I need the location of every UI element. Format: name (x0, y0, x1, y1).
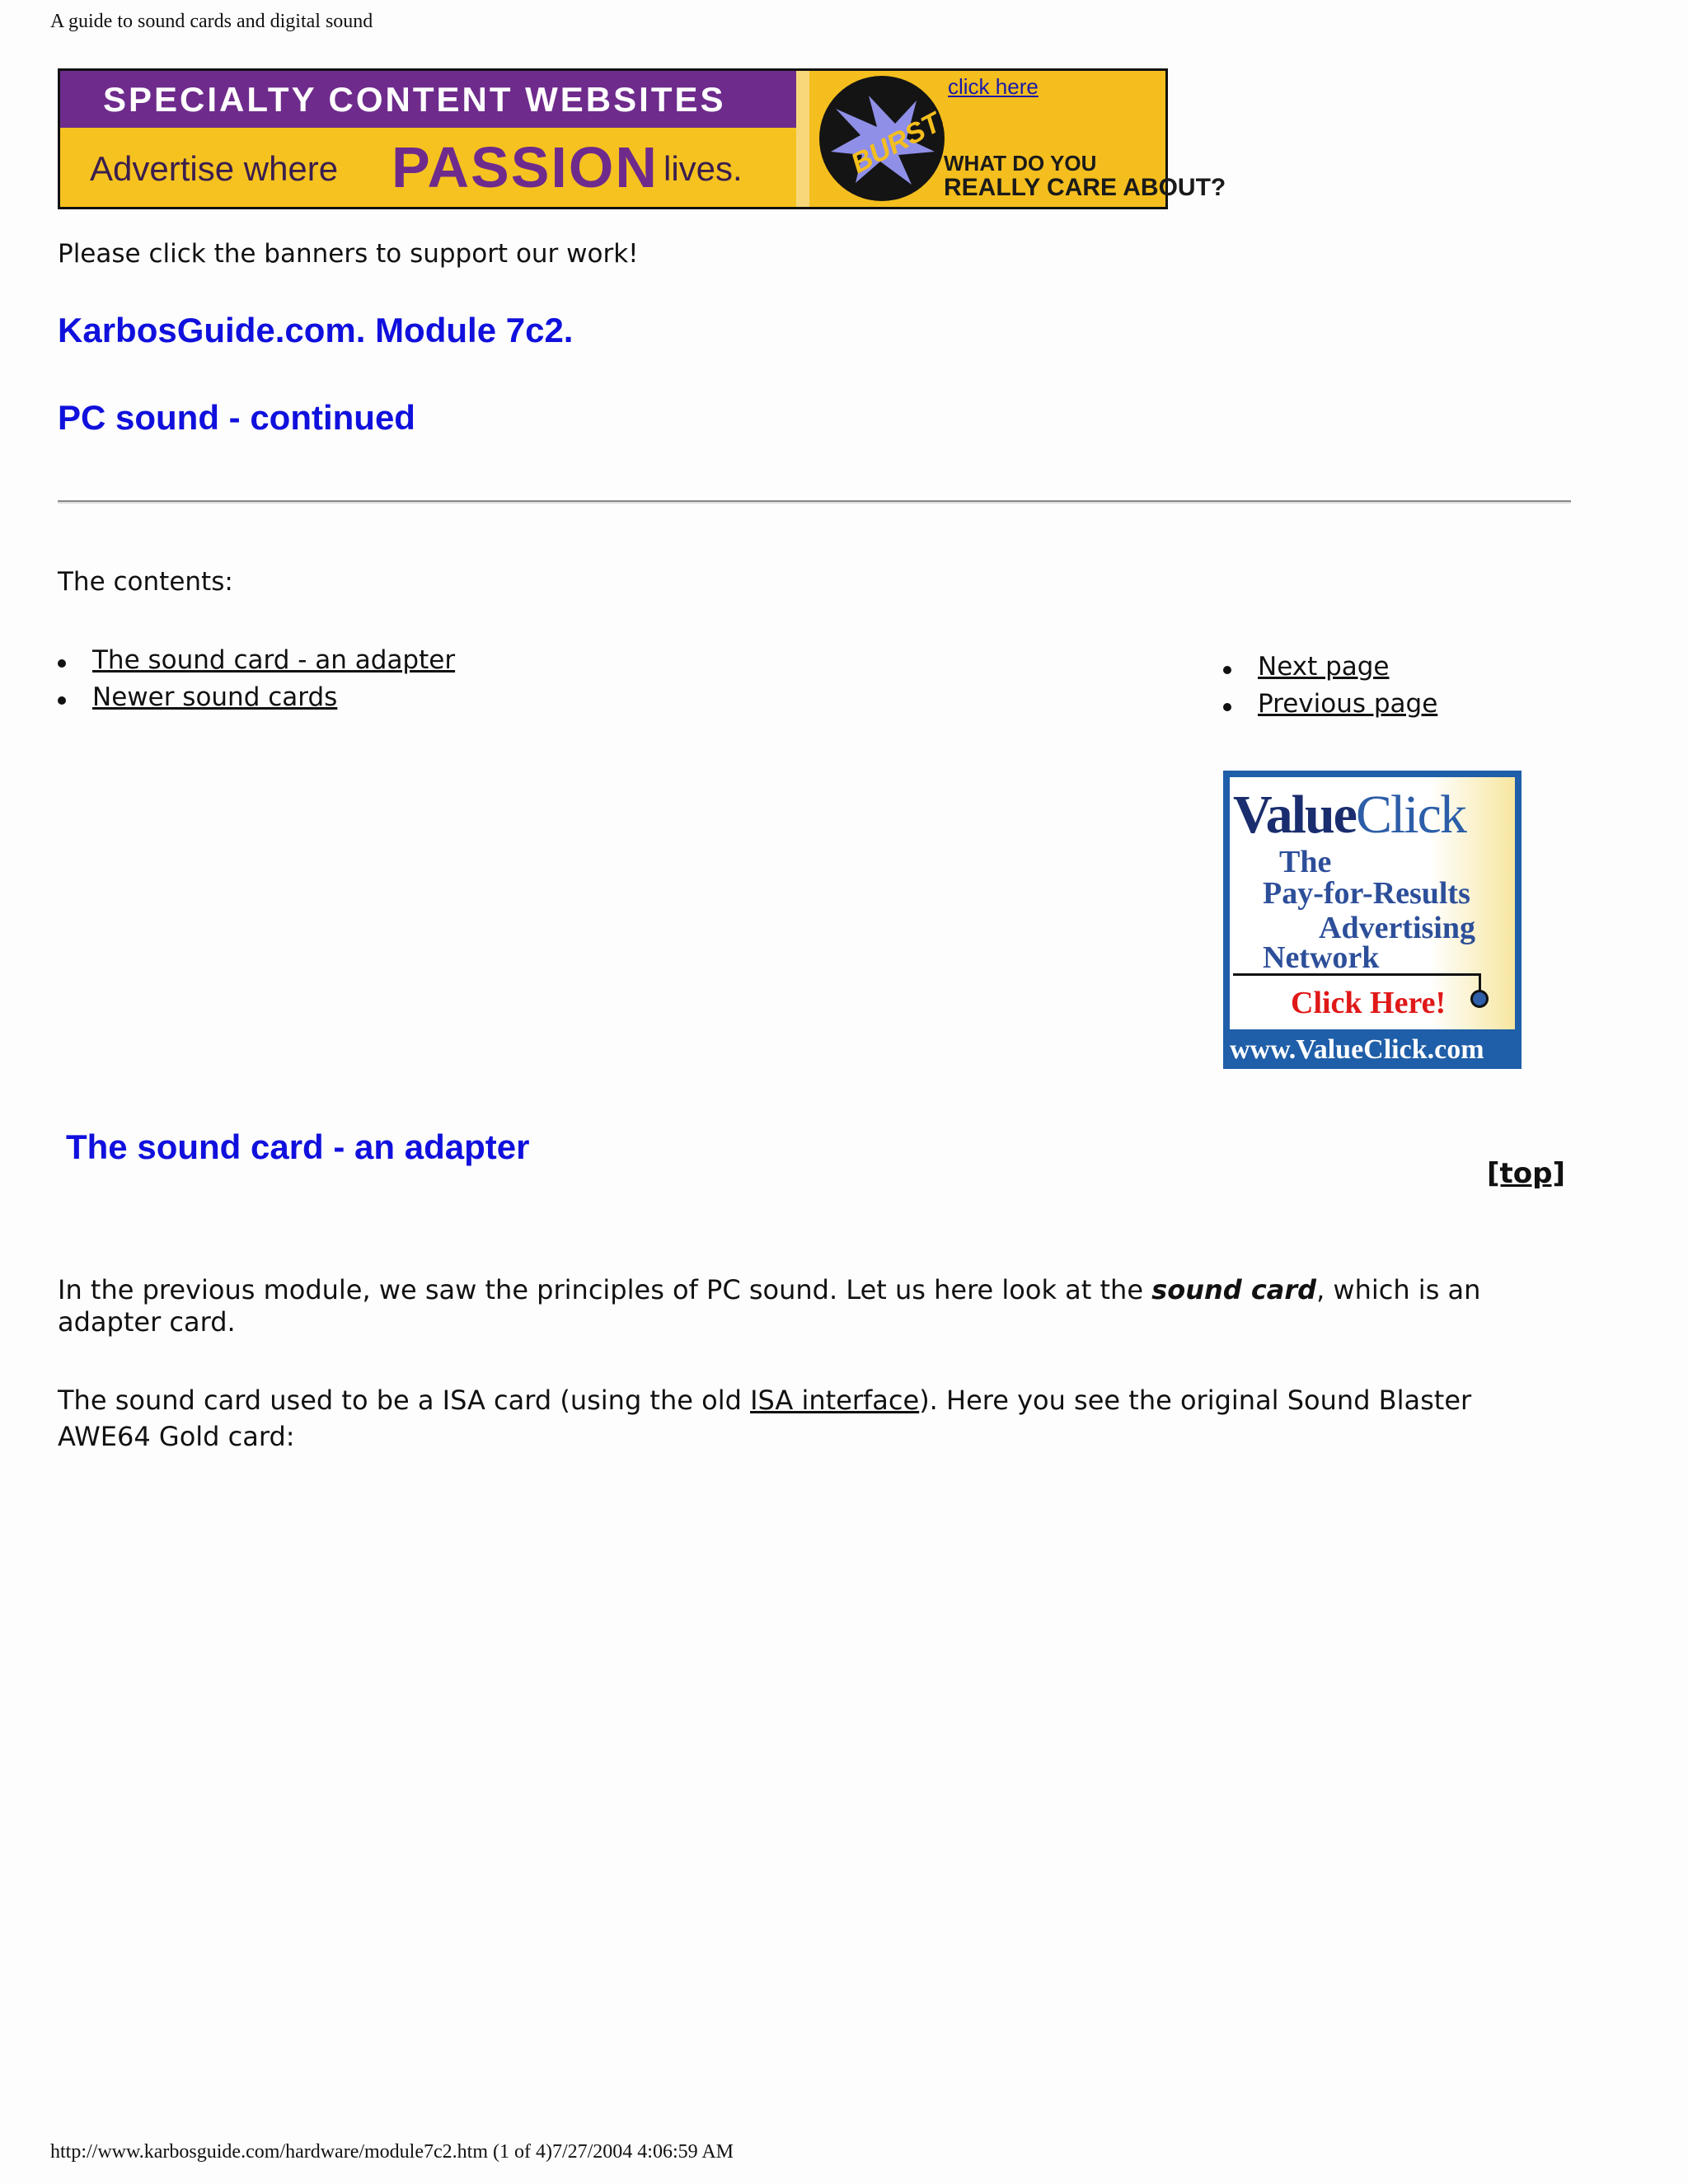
valueclick-line-1: The (1279, 845, 1332, 879)
banner-care-line-1: WHAT DO YOU (944, 151, 1097, 176)
paragraph-1-emphasis: sound card (1151, 1274, 1317, 1305)
paragraph-1-text-after: , which is an adapter card. (58, 1274, 1481, 1338)
valueclick-logo-click: Click (1355, 785, 1465, 845)
toc-link-sound-card-adapter[interactable]: The sound card - an adapter (92, 645, 456, 675)
valueclick-connector-stem (1479, 973, 1481, 991)
valueclick-logo-value: Value (1233, 785, 1356, 845)
print-header: A guide to sound cards and digital sound (50, 11, 373, 32)
specialty-content-banner[interactable] (58, 68, 1226, 209)
paragraph-2-text-after: ). Here you see the original Sound Blaster AWE64 Gold card: (58, 1385, 1472, 1452)
nav-item-previous-page (1223, 686, 1437, 723)
section-heading: The sound card - an adapter (66, 1127, 530, 1166)
module-title: KarbosGuide.com. Module 7c2. (58, 311, 574, 349)
contents-label: The contents: (58, 567, 233, 597)
banner-advertise-text: Advertise where (90, 149, 339, 188)
valueclick-panel (1230, 777, 1515, 1029)
toc-item-newer-sound-cards (58, 679, 455, 716)
banner-tagline (60, 128, 796, 207)
previous-page-link[interactable]: Previous page (1258, 689, 1438, 719)
burst-logo-icon (819, 76, 954, 201)
valueclick-logo (1233, 784, 1465, 846)
paragraph-2 (58, 1382, 1566, 1455)
nav-item-next-page (1223, 649, 1437, 686)
banner-passion-text: PASSION (392, 135, 659, 199)
burst-text: BURST! (846, 102, 954, 180)
banner-care-text (944, 152, 1226, 199)
valueclick-line-2: Pay-for-Results (1263, 876, 1470, 911)
top-link[interactable]: [top] (1487, 1157, 1566, 1190)
valueclick-click-here: Click Here! (1291, 986, 1447, 1020)
valueclick-connector-line (1233, 973, 1480, 976)
valueclick-line-4: Network (1263, 940, 1380, 975)
paragraph-1-text-before: In the previous module, we saw the principles of PC sound. Let us here look at the (58, 1274, 1152, 1305)
isa-interface-link[interactable]: ISA interface (750, 1385, 920, 1416)
next-page-link[interactable]: Next page (1258, 652, 1390, 682)
banner-care-line-2: REALLY CARE ABOUT? (944, 174, 1226, 201)
banner-strip-text: SPECIALTY CONTENT WEBSITES (60, 71, 796, 128)
toc-link-newer-sound-cards[interactable]: Newer sound cards (92, 682, 338, 712)
banner-lives-text: lives. (663, 149, 743, 188)
valueclick-url: www.ValueClick.com (1230, 1034, 1484, 1065)
print-footer: http://www.karbosguide.com/hardware/module7c2.htm (1 of 4)7/27/2004 4:06:59 AM (50, 2141, 734, 2163)
horizontal-rule (58, 500, 1571, 504)
paragraph-1 (58, 1274, 1566, 1338)
banner-divider (796, 71, 809, 207)
valueclick-line-3: Advertising (1319, 911, 1475, 945)
page-navigation-list (1223, 649, 1437, 723)
banner-click-here-link[interactable]: click here (948, 74, 1039, 99)
toc-item-sound-card-adapter (58, 642, 455, 679)
contents-list (58, 642, 455, 716)
support-text: Please click the banners to support our work! (58, 239, 639, 269)
valueclick-connector-dot-icon (1470, 990, 1489, 1008)
valueclick-banner[interactable] (1223, 771, 1522, 1069)
banner-burst-panel (809, 71, 1226, 207)
topic-title: PC sound - continued (58, 398, 415, 437)
paragraph-2-text-before: The sound card used to be a ISA card (using the old (58, 1385, 751, 1416)
